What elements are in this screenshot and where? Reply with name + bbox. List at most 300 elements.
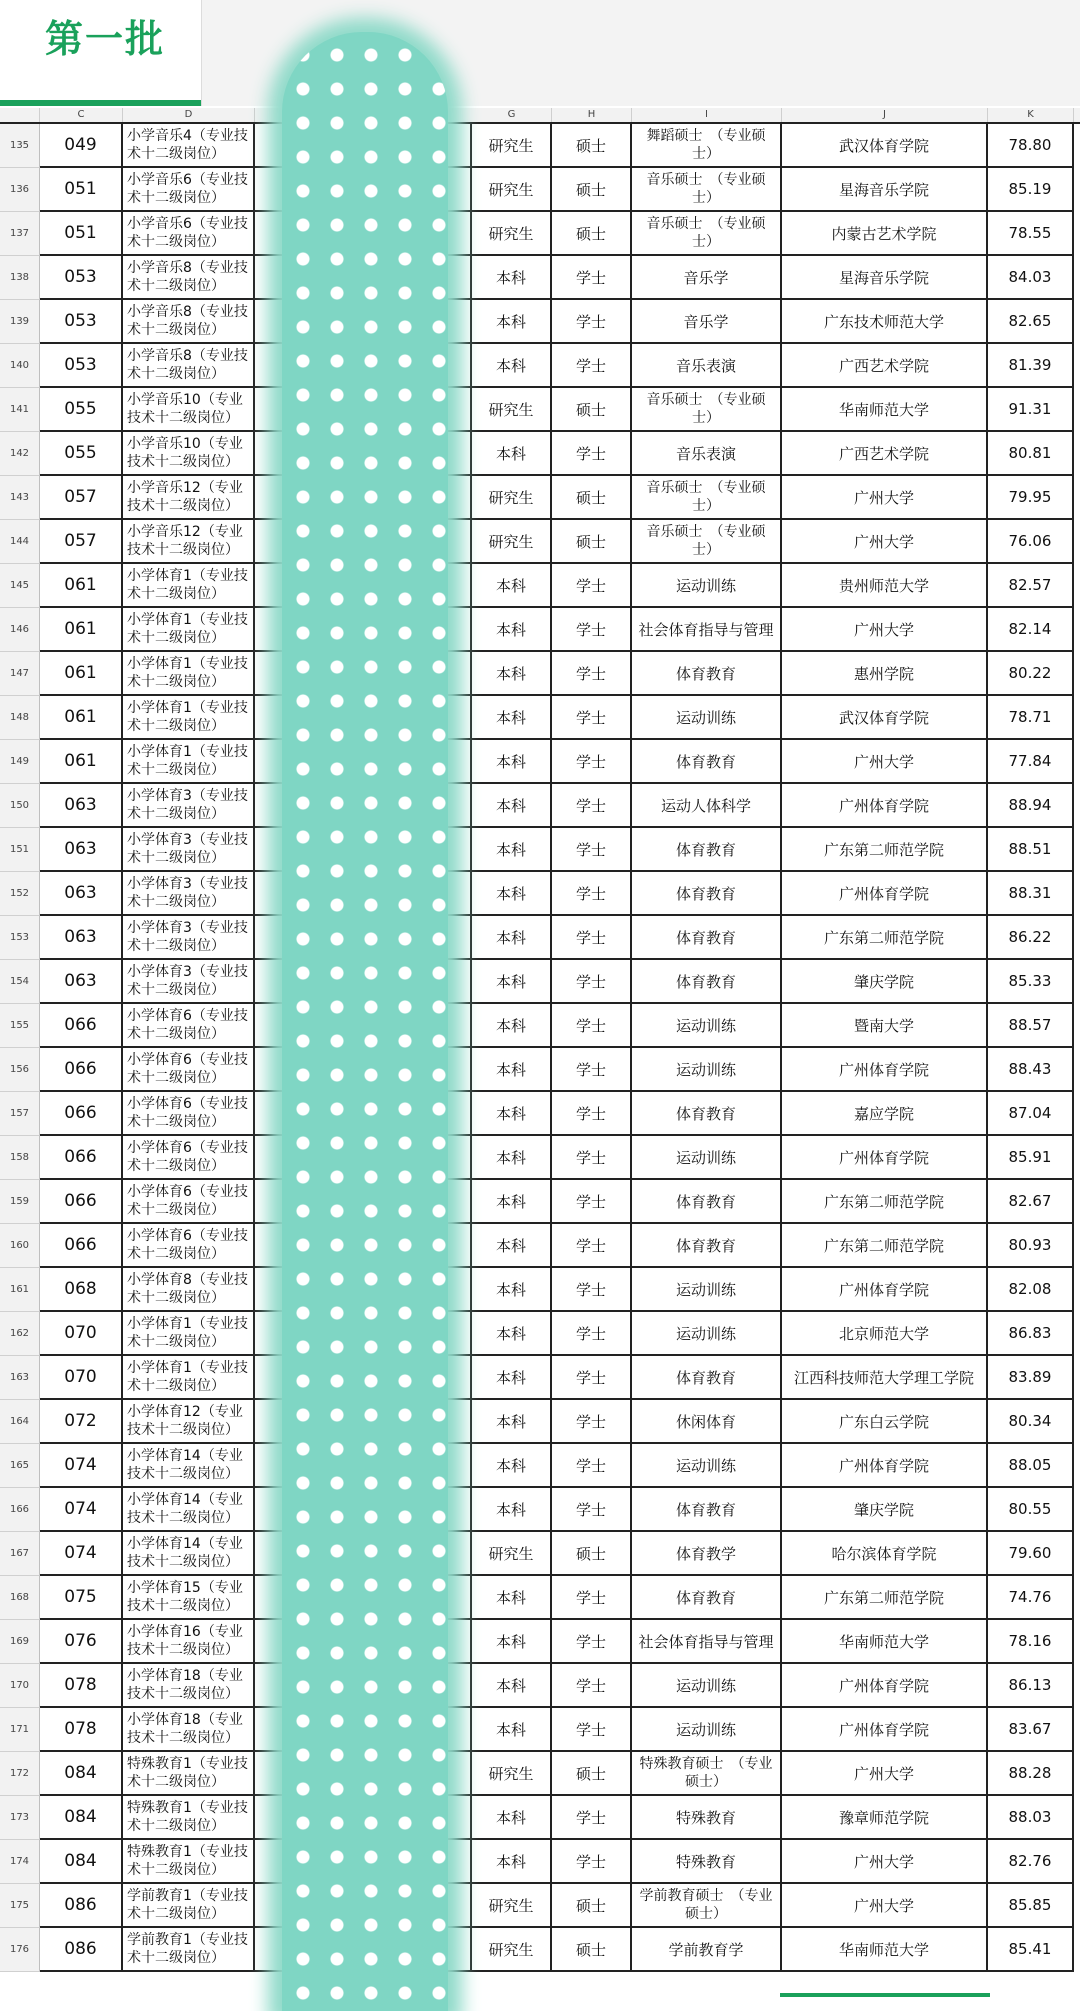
row-number[interactable]: 159 bbox=[0, 1180, 40, 1224]
row-number[interactable]: 135 bbox=[0, 124, 40, 168]
cell-school[interactable]: 华南师范大学 bbox=[782, 388, 988, 432]
cell-deg[interactable]: 硕士 bbox=[552, 476, 632, 520]
cell-major[interactable]: 音乐硕士 （专业硕士） bbox=[632, 212, 782, 256]
cell-edu[interactable]: 本科 bbox=[472, 652, 552, 696]
cell-post[interactable]: 特殊教育1（专业技术十二级岗位） bbox=[123, 1840, 255, 1884]
cell-code[interactable]: 084 bbox=[40, 1796, 123, 1840]
row-number[interactable]: 151 bbox=[0, 828, 40, 872]
cell-post[interactable]: 小学体育6（专业技术十二级岗位） bbox=[123, 1136, 255, 1180]
cell-code[interactable]: 066 bbox=[40, 1092, 123, 1136]
row-number[interactable]: 161 bbox=[0, 1268, 40, 1312]
cell-post[interactable]: 小学音乐12（专业技术十二级岗位） bbox=[123, 476, 255, 520]
cell-deg[interactable]: 学士 bbox=[552, 872, 632, 916]
row-number[interactable]: 149 bbox=[0, 740, 40, 784]
cell-major[interactable]: 体育教育 bbox=[632, 1180, 782, 1224]
cell-school[interactable]: 广州大学 bbox=[782, 1884, 988, 1928]
cell-code[interactable]: 053 bbox=[40, 344, 123, 388]
cell-major[interactable]: 运动训练 bbox=[632, 1136, 782, 1180]
cell-post[interactable]: 小学体育3（专业技术十二级岗位） bbox=[123, 828, 255, 872]
cell-school[interactable]: 广东技术师范大学 bbox=[782, 300, 988, 344]
cell-score[interactable]: 91.31 bbox=[988, 388, 1074, 432]
cell-score[interactable]: 88.28 bbox=[988, 1752, 1074, 1796]
cell-code[interactable]: 061 bbox=[40, 696, 123, 740]
row-number[interactable]: 176 bbox=[0, 1928, 40, 1972]
row-number[interactable]: 147 bbox=[0, 652, 40, 696]
row-number[interactable]: 173 bbox=[0, 1796, 40, 1840]
cell-code[interactable]: 061 bbox=[40, 652, 123, 696]
cell-score[interactable]: 83.89 bbox=[988, 1356, 1074, 1400]
cell-deg[interactable]: 学士 bbox=[552, 1180, 632, 1224]
cell-post[interactable]: 小学体育12（专业技术十二级岗位） bbox=[123, 1400, 255, 1444]
cell-deg[interactable]: 硕士 bbox=[552, 388, 632, 432]
column-header-g[interactable]: G bbox=[472, 108, 552, 122]
cell-edu[interactable]: 本科 bbox=[472, 696, 552, 740]
cell-code[interactable]: 076 bbox=[40, 1620, 123, 1664]
cell-score[interactable]: 82.67 bbox=[988, 1180, 1074, 1224]
cell-code[interactable]: 084 bbox=[40, 1840, 123, 1884]
cell-deg[interactable]: 学士 bbox=[552, 344, 632, 388]
cell-major[interactable]: 体育教育 bbox=[632, 1224, 782, 1268]
cell-major[interactable]: 特殊教育 bbox=[632, 1796, 782, 1840]
cell-score[interactable]: 82.76 bbox=[988, 1840, 1074, 1884]
row-number[interactable]: 139 bbox=[0, 300, 40, 344]
cell-edu[interactable]: 本科 bbox=[472, 300, 552, 344]
cell-edu[interactable]: 本科 bbox=[472, 608, 552, 652]
cell-edu[interactable]: 本科 bbox=[472, 960, 552, 1004]
cell-edu[interactable]: 本科 bbox=[472, 1224, 552, 1268]
cell-school[interactable]: 嘉应学院 bbox=[782, 1092, 988, 1136]
cell-deg[interactable]: 学士 bbox=[552, 432, 632, 476]
cell-school[interactable]: 广州体育学院 bbox=[782, 784, 988, 828]
cell-school[interactable]: 星海音乐学院 bbox=[782, 256, 988, 300]
cell-code[interactable]: 070 bbox=[40, 1312, 123, 1356]
cell-major[interactable]: 音乐学 bbox=[632, 256, 782, 300]
cell-post[interactable]: 小学体育1（专业技术十二级岗位） bbox=[123, 1312, 255, 1356]
cell-post[interactable]: 小学体育1（专业技术十二级岗位） bbox=[123, 696, 255, 740]
cell-deg[interactable]: 硕士 bbox=[552, 520, 632, 564]
cell-code[interactable]: 061 bbox=[40, 564, 123, 608]
cell-post[interactable]: 小学体育6（专业技术十二级岗位） bbox=[123, 1180, 255, 1224]
cell-major[interactable]: 社会体育指导与管理 bbox=[632, 608, 782, 652]
cell-code[interactable]: 061 bbox=[40, 740, 123, 784]
cell-post[interactable]: 小学体育3（专业技术十二级岗位） bbox=[123, 916, 255, 960]
row-number[interactable]: 153 bbox=[0, 916, 40, 960]
cell-school[interactable]: 广东白云学院 bbox=[782, 1400, 988, 1444]
cell-school[interactable]: 暨南大学 bbox=[782, 1004, 988, 1048]
cell-edu[interactable]: 研究生 bbox=[472, 1752, 552, 1796]
cell-deg[interactable]: 学士 bbox=[552, 1004, 632, 1048]
cell-major[interactable]: 特殊教育硕士 （专业硕士） bbox=[632, 1752, 782, 1796]
cell-code[interactable]: 075 bbox=[40, 1576, 123, 1620]
cell-edu[interactable]: 本科 bbox=[472, 1136, 552, 1180]
row-number[interactable]: 160 bbox=[0, 1224, 40, 1268]
cell-deg[interactable]: 学士 bbox=[552, 652, 632, 696]
cell-code[interactable]: 061 bbox=[40, 608, 123, 652]
cell-edu[interactable]: 研究生 bbox=[472, 1532, 552, 1576]
cell-post[interactable]: 小学体育1（专业技术十二级岗位） bbox=[123, 740, 255, 784]
cell-post[interactable]: 特殊教育1（专业技术十二级岗位） bbox=[123, 1796, 255, 1840]
cell-edu[interactable]: 本科 bbox=[472, 740, 552, 784]
cell-score[interactable]: 82.08 bbox=[988, 1268, 1074, 1312]
row-number[interactable]: 171 bbox=[0, 1708, 40, 1752]
cell-school[interactable]: 广东第二师范学院 bbox=[782, 828, 988, 872]
cell-major[interactable]: 运动训练 bbox=[632, 1312, 782, 1356]
cell-major[interactable]: 体育教育 bbox=[632, 1576, 782, 1620]
cell-deg[interactable]: 学士 bbox=[552, 1796, 632, 1840]
row-number[interactable]: 175 bbox=[0, 1884, 40, 1928]
row-number[interactable]: 155 bbox=[0, 1004, 40, 1048]
cell-post[interactable]: 小学音乐6（专业技术十二级岗位） bbox=[123, 212, 255, 256]
cell-school[interactable]: 豫章师范学院 bbox=[782, 1796, 988, 1840]
cell-code[interactable]: 086 bbox=[40, 1928, 123, 1972]
cell-deg[interactable]: 学士 bbox=[552, 1312, 632, 1356]
cell-edu[interactable]: 本科 bbox=[472, 1312, 552, 1356]
cell-code[interactable]: 070 bbox=[40, 1356, 123, 1400]
cell-edu[interactable]: 本科 bbox=[472, 1092, 552, 1136]
cell-post[interactable]: 小学音乐8（专业技术十二级岗位） bbox=[123, 344, 255, 388]
row-number[interactable]: 137 bbox=[0, 212, 40, 256]
cell-code[interactable]: 074 bbox=[40, 1532, 123, 1576]
cell-school[interactable]: 北京师范大学 bbox=[782, 1312, 988, 1356]
row-number[interactable]: 148 bbox=[0, 696, 40, 740]
cell-school[interactable]: 广州大学 bbox=[782, 608, 988, 652]
cell-score[interactable]: 82.57 bbox=[988, 564, 1074, 608]
row-number[interactable]: 145 bbox=[0, 564, 40, 608]
cell-major[interactable]: 运动训练 bbox=[632, 1708, 782, 1752]
cell-major[interactable]: 运动训练 bbox=[632, 1268, 782, 1312]
cell-post[interactable]: 小学体育3（专业技术十二级岗位） bbox=[123, 872, 255, 916]
cell-school[interactable]: 惠州学院 bbox=[782, 652, 988, 696]
cell-school[interactable]: 广东第二师范学院 bbox=[782, 1224, 988, 1268]
cell-code[interactable]: 055 bbox=[40, 388, 123, 432]
cell-school[interactable]: 广西艺术学院 bbox=[782, 432, 988, 476]
cell-school[interactable]: 广州体育学院 bbox=[782, 1708, 988, 1752]
cell-score[interactable]: 78.80 bbox=[988, 124, 1074, 168]
cell-score[interactable]: 78.71 bbox=[988, 696, 1074, 740]
cell-school[interactable]: 广西艺术学院 bbox=[782, 344, 988, 388]
cell-edu[interactable]: 研究生 bbox=[472, 168, 552, 212]
cell-major[interactable]: 体育教育 bbox=[632, 740, 782, 784]
cell-major[interactable]: 音乐硕士 （专业硕士） bbox=[632, 388, 782, 432]
row-number[interactable]: 143 bbox=[0, 476, 40, 520]
row-number[interactable]: 136 bbox=[0, 168, 40, 212]
cell-major[interactable]: 音乐表演 bbox=[632, 432, 782, 476]
cell-edu[interactable]: 本科 bbox=[472, 1268, 552, 1312]
row-number[interactable]: 140 bbox=[0, 344, 40, 388]
cell-deg[interactable]: 学士 bbox=[552, 696, 632, 740]
cell-edu[interactable]: 本科 bbox=[472, 1444, 552, 1488]
cell-score[interactable]: 78.16 bbox=[988, 1620, 1074, 1664]
cell-major[interactable]: 体育教育 bbox=[632, 872, 782, 916]
cell-score[interactable]: 85.33 bbox=[988, 960, 1074, 1004]
cell-post[interactable]: 小学体育16（专业技术十二级岗位） bbox=[123, 1620, 255, 1664]
cell-school[interactable]: 广州大学 bbox=[782, 476, 988, 520]
cell-major[interactable]: 特殊教育 bbox=[632, 1840, 782, 1884]
cell-score[interactable]: 85.85 bbox=[988, 1884, 1074, 1928]
cell-school[interactable]: 广东第二师范学院 bbox=[782, 1180, 988, 1224]
cell-deg[interactable]: 学士 bbox=[552, 828, 632, 872]
cell-school[interactable]: 广州体育学院 bbox=[782, 1048, 988, 1092]
cell-score[interactable]: 80.34 bbox=[988, 1400, 1074, 1444]
column-header-h[interactable]: H bbox=[552, 108, 632, 122]
cell-school[interactable]: 广州体育学院 bbox=[782, 1664, 988, 1708]
cell-deg[interactable]: 学士 bbox=[552, 608, 632, 652]
cell-major[interactable]: 学前教育硕士 （专业硕士） bbox=[632, 1884, 782, 1928]
cell-code[interactable]: 066 bbox=[40, 1136, 123, 1180]
cell-code[interactable]: 057 bbox=[40, 520, 123, 564]
cell-score[interactable]: 88.43 bbox=[988, 1048, 1074, 1092]
cell-edu[interactable]: 本科 bbox=[472, 1048, 552, 1092]
cell-score[interactable]: 88.51 bbox=[988, 828, 1074, 872]
cell-deg[interactable]: 学士 bbox=[552, 1444, 632, 1488]
cell-deg[interactable]: 学士 bbox=[552, 1356, 632, 1400]
cell-post[interactable]: 小学音乐10（专业技术十二级岗位） bbox=[123, 432, 255, 476]
cell-edu[interactable]: 本科 bbox=[472, 784, 552, 828]
cell-code[interactable]: 051 bbox=[40, 212, 123, 256]
cell-edu[interactable]: 本科 bbox=[472, 1356, 552, 1400]
column-header-d[interactable]: D bbox=[123, 108, 255, 122]
cell-code[interactable]: 066 bbox=[40, 1224, 123, 1268]
cell-post[interactable]: 小学体育18（专业技术十二级岗位） bbox=[123, 1664, 255, 1708]
row-number[interactable]: 144 bbox=[0, 520, 40, 564]
cell-school[interactable]: 江西科技师范大学理工学院 bbox=[782, 1356, 988, 1400]
cell-deg[interactable]: 硕士 bbox=[552, 1532, 632, 1576]
cell-deg[interactable]: 硕士 bbox=[552, 1752, 632, 1796]
cell-score[interactable]: 82.14 bbox=[988, 608, 1074, 652]
cell-score[interactable]: 86.13 bbox=[988, 1664, 1074, 1708]
cell-deg[interactable]: 学士 bbox=[552, 1268, 632, 1312]
cell-score[interactable]: 83.67 bbox=[988, 1708, 1074, 1752]
cell-post[interactable]: 小学体育14（专业技术十二级岗位） bbox=[123, 1444, 255, 1488]
cell-code[interactable]: 063 bbox=[40, 872, 123, 916]
row-number[interactable]: 156 bbox=[0, 1048, 40, 1092]
cell-school[interactable]: 贵州师范大学 bbox=[782, 564, 988, 608]
cell-post[interactable]: 学前教育1（专业技术十二级岗位） bbox=[123, 1928, 255, 1972]
cell-code[interactable]: 078 bbox=[40, 1664, 123, 1708]
cell-school[interactable]: 武汉体育学院 bbox=[782, 696, 988, 740]
cell-score[interactable]: 78.55 bbox=[988, 212, 1074, 256]
column-header-k[interactable]: K bbox=[988, 108, 1074, 122]
cell-deg[interactable]: 学士 bbox=[552, 564, 632, 608]
cell-score[interactable]: 80.22 bbox=[988, 652, 1074, 696]
cell-deg[interactable]: 学士 bbox=[552, 740, 632, 784]
cell-post[interactable]: 小学体育15（专业技术十二级岗位） bbox=[123, 1576, 255, 1620]
cell-code[interactable]: 063 bbox=[40, 916, 123, 960]
cell-post[interactable]: 小学体育6（专业技术十二级岗位） bbox=[123, 1224, 255, 1268]
cell-major[interactable]: 音乐表演 bbox=[632, 344, 782, 388]
cell-post[interactable]: 小学音乐6（专业技术十二级岗位） bbox=[123, 168, 255, 212]
cell-deg[interactable]: 学士 bbox=[552, 916, 632, 960]
cell-deg[interactable]: 硕士 bbox=[552, 212, 632, 256]
row-number[interactable]: 154 bbox=[0, 960, 40, 1004]
cell-post[interactable]: 小学音乐8（专业技术十二级岗位） bbox=[123, 256, 255, 300]
row-number[interactable]: 150 bbox=[0, 784, 40, 828]
cell-deg[interactable]: 硕士 bbox=[552, 168, 632, 212]
row-number[interactable]: 152 bbox=[0, 872, 40, 916]
cell-deg[interactable]: 学士 bbox=[552, 1400, 632, 1444]
cell-major[interactable]: 运动训练 bbox=[632, 1048, 782, 1092]
cell-post[interactable]: 小学体育18（专业技术十二级岗位） bbox=[123, 1708, 255, 1752]
row-number[interactable]: 141 bbox=[0, 388, 40, 432]
cell-school[interactable]: 广东第二师范学院 bbox=[782, 916, 988, 960]
cell-major[interactable]: 音乐硕士 （专业硕士） bbox=[632, 168, 782, 212]
row-number[interactable]: 167 bbox=[0, 1532, 40, 1576]
cell-code[interactable]: 084 bbox=[40, 1752, 123, 1796]
cell-score[interactable]: 76.06 bbox=[988, 520, 1074, 564]
cell-deg[interactable]: 学士 bbox=[552, 1576, 632, 1620]
cell-code[interactable]: 072 bbox=[40, 1400, 123, 1444]
row-number[interactable]: 163 bbox=[0, 1356, 40, 1400]
cell-edu[interactable]: 本科 bbox=[472, 1004, 552, 1048]
cell-major[interactable]: 音乐硕士 （专业硕士） bbox=[632, 476, 782, 520]
row-number[interactable]: 162 bbox=[0, 1312, 40, 1356]
cell-post[interactable]: 小学体育14（专业技术十二级岗位） bbox=[123, 1532, 255, 1576]
cell-code[interactable]: 066 bbox=[40, 1004, 123, 1048]
cell-code[interactable]: 078 bbox=[40, 1708, 123, 1752]
cell-score[interactable]: 88.94 bbox=[988, 784, 1074, 828]
cell-post[interactable]: 小学体育1（专业技术十二级岗位） bbox=[123, 652, 255, 696]
column-header-c[interactable]: C bbox=[40, 108, 123, 122]
cell-deg[interactable]: 学士 bbox=[552, 1840, 632, 1884]
cell-score[interactable]: 85.91 bbox=[988, 1136, 1074, 1180]
cell-score[interactable]: 80.93 bbox=[988, 1224, 1074, 1268]
cell-edu[interactable]: 本科 bbox=[472, 828, 552, 872]
cell-major[interactable]: 运动人体科学 bbox=[632, 784, 782, 828]
cell-edu[interactable]: 研究生 bbox=[472, 1928, 552, 1972]
cell-edu[interactable]: 本科 bbox=[472, 1796, 552, 1840]
cell-post[interactable]: 小学音乐12（专业技术十二级岗位） bbox=[123, 520, 255, 564]
cell-code[interactable]: 066 bbox=[40, 1180, 123, 1224]
cell-code[interactable]: 055 bbox=[40, 432, 123, 476]
cell-school[interactable]: 华南师范大学 bbox=[782, 1620, 988, 1664]
cell-code[interactable]: 063 bbox=[40, 784, 123, 828]
cell-deg[interactable]: 学士 bbox=[552, 1620, 632, 1664]
row-number[interactable]: 157 bbox=[0, 1092, 40, 1136]
row-number[interactable]: 165 bbox=[0, 1444, 40, 1488]
cell-code[interactable]: 053 bbox=[40, 300, 123, 344]
cell-deg[interactable]: 学士 bbox=[552, 1224, 632, 1268]
cell-major[interactable]: 体育教育 bbox=[632, 916, 782, 960]
cell-school[interactable]: 华南师范大学 bbox=[782, 1928, 988, 1972]
cell-deg[interactable]: 硕士 bbox=[552, 1928, 632, 1972]
cell-major[interactable]: 运动训练 bbox=[632, 1004, 782, 1048]
cell-school[interactable]: 广州大学 bbox=[782, 740, 988, 784]
cell-deg[interactable]: 学士 bbox=[552, 1708, 632, 1752]
cell-post[interactable]: 小学体育1（专业技术十二级岗位） bbox=[123, 608, 255, 652]
cell-post[interactable]: 小学体育6（专业技术十二级岗位） bbox=[123, 1048, 255, 1092]
cell-school[interactable]: 广州体育学院 bbox=[782, 1136, 988, 1180]
cell-code[interactable]: 051 bbox=[40, 168, 123, 212]
cell-edu[interactable]: 本科 bbox=[472, 872, 552, 916]
cell-post[interactable]: 小学体育1（专业技术十二级岗位） bbox=[123, 1356, 255, 1400]
cell-code[interactable]: 063 bbox=[40, 828, 123, 872]
cell-school[interactable]: 广州大学 bbox=[782, 1840, 988, 1884]
cell-code[interactable]: 086 bbox=[40, 1884, 123, 1928]
row-number[interactable]: 170 bbox=[0, 1664, 40, 1708]
cell-code[interactable]: 066 bbox=[40, 1048, 123, 1092]
cell-score[interactable]: 79.95 bbox=[988, 476, 1074, 520]
cell-major[interactable]: 社会体育指导与管理 bbox=[632, 1620, 782, 1664]
row-number[interactable]: 164 bbox=[0, 1400, 40, 1444]
cell-school[interactable]: 星海音乐学院 bbox=[782, 168, 988, 212]
cell-school[interactable]: 广东第二师范学院 bbox=[782, 1576, 988, 1620]
cell-edu[interactable]: 本科 bbox=[472, 1576, 552, 1620]
cell-school[interactable]: 武汉体育学院 bbox=[782, 124, 988, 168]
cell-score[interactable]: 79.60 bbox=[988, 1532, 1074, 1576]
cell-score[interactable]: 80.81 bbox=[988, 432, 1074, 476]
cell-school[interactable]: 广州体育学院 bbox=[782, 1444, 988, 1488]
cell-deg[interactable]: 学士 bbox=[552, 960, 632, 1004]
cell-major[interactable]: 音乐学 bbox=[632, 300, 782, 344]
cell-school[interactable]: 哈尔滨体育学院 bbox=[782, 1532, 988, 1576]
cell-edu[interactable]: 本科 bbox=[472, 1708, 552, 1752]
cell-major[interactable]: 休闲体育 bbox=[632, 1400, 782, 1444]
cell-post[interactable]: 小学体育14（专业技术十二级岗位） bbox=[123, 1488, 255, 1532]
row-number[interactable]: 172 bbox=[0, 1752, 40, 1796]
cell-edu[interactable]: 本科 bbox=[472, 1840, 552, 1884]
cell-post[interactable]: 小学体育6（专业技术十二级岗位） bbox=[123, 1092, 255, 1136]
cell-deg[interactable]: 学士 bbox=[552, 784, 632, 828]
cell-score[interactable]: 88.03 bbox=[988, 1796, 1074, 1840]
cell-edu[interactable]: 本科 bbox=[472, 1180, 552, 1224]
cell-score[interactable]: 82.65 bbox=[988, 300, 1074, 344]
cell-school[interactable]: 肇庆学院 bbox=[782, 960, 988, 1004]
cell-score[interactable]: 80.55 bbox=[988, 1488, 1074, 1532]
cell-post[interactable]: 小学体育3（专业技术十二级岗位） bbox=[123, 960, 255, 1004]
cell-score[interactable]: 74.76 bbox=[988, 1576, 1074, 1620]
cell-deg[interactable]: 学士 bbox=[552, 1136, 632, 1180]
cell-major[interactable]: 体育教育 bbox=[632, 1356, 782, 1400]
cell-school[interactable]: 广州大学 bbox=[782, 1752, 988, 1796]
cell-deg[interactable]: 学士 bbox=[552, 300, 632, 344]
cell-major[interactable]: 音乐硕士 （专业硕士） bbox=[632, 520, 782, 564]
cell-score[interactable]: 86.83 bbox=[988, 1312, 1074, 1356]
select-all-corner[interactable] bbox=[0, 108, 40, 122]
row-number[interactable]: 158 bbox=[0, 1136, 40, 1180]
cell-edu[interactable]: 本科 bbox=[472, 1664, 552, 1708]
cell-major[interactable]: 体育教育 bbox=[632, 828, 782, 872]
cell-edu[interactable]: 本科 bbox=[472, 256, 552, 300]
cell-code[interactable]: 074 bbox=[40, 1488, 123, 1532]
cell-school[interactable]: 肇庆学院 bbox=[782, 1488, 988, 1532]
cell-deg[interactable]: 学士 bbox=[552, 1664, 632, 1708]
cell-deg[interactable]: 学士 bbox=[552, 1488, 632, 1532]
cell-score[interactable]: 87.04 bbox=[988, 1092, 1074, 1136]
cell-post[interactable]: 小学体育8（专业技术十二级岗位） bbox=[123, 1268, 255, 1312]
cell-score[interactable]: 88.05 bbox=[988, 1444, 1074, 1488]
cell-edu[interactable]: 研究生 bbox=[472, 212, 552, 256]
cell-major[interactable]: 运动训练 bbox=[632, 1664, 782, 1708]
cell-edu[interactable]: 研究生 bbox=[472, 124, 552, 168]
cell-code[interactable]: 068 bbox=[40, 1268, 123, 1312]
row-number[interactable]: 166 bbox=[0, 1488, 40, 1532]
cell-edu[interactable]: 本科 bbox=[472, 432, 552, 476]
cell-score[interactable]: 86.22 bbox=[988, 916, 1074, 960]
cell-score[interactable]: 88.31 bbox=[988, 872, 1074, 916]
cell-major[interactable]: 体育教育 bbox=[632, 960, 782, 1004]
column-header-j[interactable]: J bbox=[782, 108, 988, 122]
cell-edu[interactable]: 研究生 bbox=[472, 520, 552, 564]
sheet-tab-active[interactable] bbox=[0, 0, 201, 106]
cell-major[interactable]: 体育教育 bbox=[632, 652, 782, 696]
cell-deg[interactable]: 硕士 bbox=[552, 124, 632, 168]
cell-deg[interactable]: 学士 bbox=[552, 1092, 632, 1136]
cell-school[interactable]: 广州体育学院 bbox=[782, 1268, 988, 1312]
cell-post[interactable]: 小学体育1（专业技术十二级岗位） bbox=[123, 564, 255, 608]
cell-major[interactable]: 运动训练 bbox=[632, 1444, 782, 1488]
cell-code[interactable]: 053 bbox=[40, 256, 123, 300]
cell-post[interactable]: 小学音乐4（专业技术十二级岗位） bbox=[123, 124, 255, 168]
